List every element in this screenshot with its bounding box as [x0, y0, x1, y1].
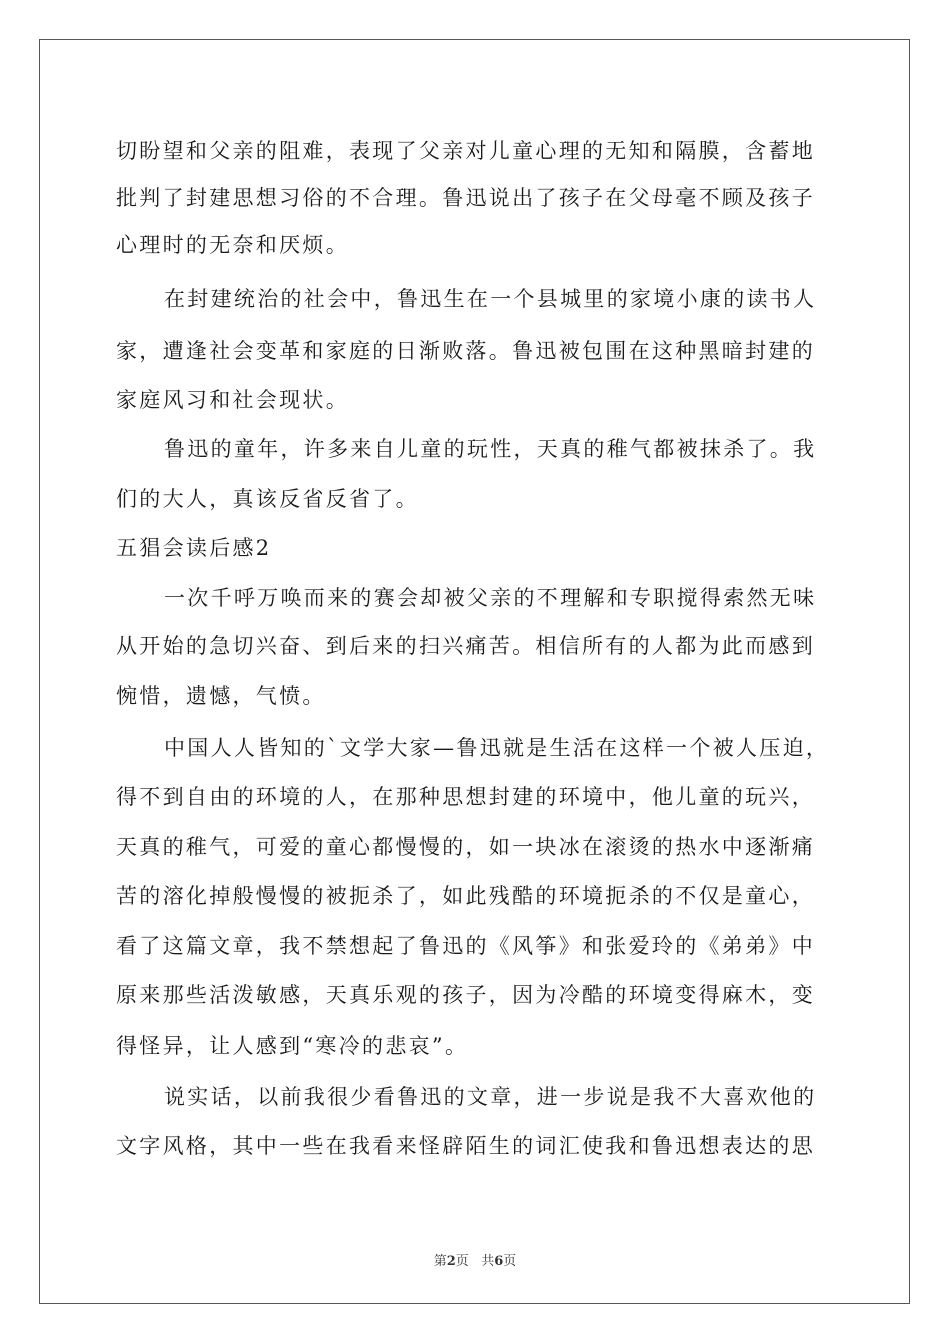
page-footer [0, 1250, 950, 1269]
footer-prefix: 第 [433, 1254, 447, 1269]
text-line: 得怪异，让人感到“寒冷的悲哀”。 [116, 1034, 469, 1058]
text-line: 家，遭逢社会变革和家庭的日渐败落。鲁迅被包围在这种黑暗封建的 [116, 339, 815, 363]
text-line: 苦的溶化掉般慢慢的被扼杀了，如此残酷的环境扼杀的不仅是童心， [116, 884, 815, 908]
text-line: 家庭风习和社会现状。 [116, 388, 349, 412]
text-line: 鲁迅的童年，许多来自儿童的玩性，天真的稚气都被抹杀了。我 [164, 437, 817, 461]
text-line: 得不到自由的环境的人，在那种思想封建的环境中，他儿童的玩兴， [116, 785, 815, 809]
current-page-number: 2 [446, 1254, 456, 1269]
text-line: 心理时的无奈和厌烦。 [116, 233, 349, 257]
text-line: 在封建统治的社会中，鲁迅生在一个县城里的家境小康的读书人 [164, 287, 817, 311]
footer-total-prefix: 共 [481, 1254, 495, 1269]
text-line: 惋惜，遗憾，气愤。 [116, 684, 326, 708]
footer-page-word: 页 [455, 1254, 469, 1269]
text-line: 原来那些活泼敏感，天真乐观的孩子，因为冷酷的环境变得麻木，变 [116, 983, 815, 1007]
text-line: 看了这篇文章，我不禁想起了鲁迅的《风筝》和张爱玲的《弟弟》中 [116, 934, 815, 958]
total-pages-number: 6 [494, 1254, 504, 1269]
text-line: 文字风格，其中一些在我看来怪辟陌生的词汇使我和鲁迅想表达的思 [116, 1134, 815, 1158]
text-line: 说实话，以前我很少看鲁迅的文章，进一步说是我不大喜欢他的 [164, 1085, 817, 1109]
text-line: 们的大人，真该反省反省了。 [116, 487, 419, 511]
text-line: 天真的稚气，可爱的童心都慢慢的，如一块冰在滚烫的热水中逐渐痛 [116, 835, 815, 859]
page-frame [39, 39, 910, 1304]
section-heading: 五猖会读后感2 [116, 536, 272, 560]
text-line: 切盼望和父亲的阻难，表现了父亲对儿童心理的无知和隔膜，含蓄地 [116, 139, 815, 163]
footer-total-suffix: 页 [503, 1254, 517, 1269]
text-line: 中国人人皆知的`文学大家—鲁迅就是生活在这样一个被人压迫， [164, 736, 830, 760]
text-line: 从开始的急切兴奋、到后来的扫兴痛苦。相信所有的人都为此而感到 [116, 634, 815, 658]
text-line: 一次千呼万唤而来的赛会却被父亲的不理解和专职搅得索然无味 [164, 586, 817, 610]
text-line: 批判了封建思想习俗的不合理。鲁迅说出了孩子在父母毫不顾及孩子 [116, 186, 815, 210]
